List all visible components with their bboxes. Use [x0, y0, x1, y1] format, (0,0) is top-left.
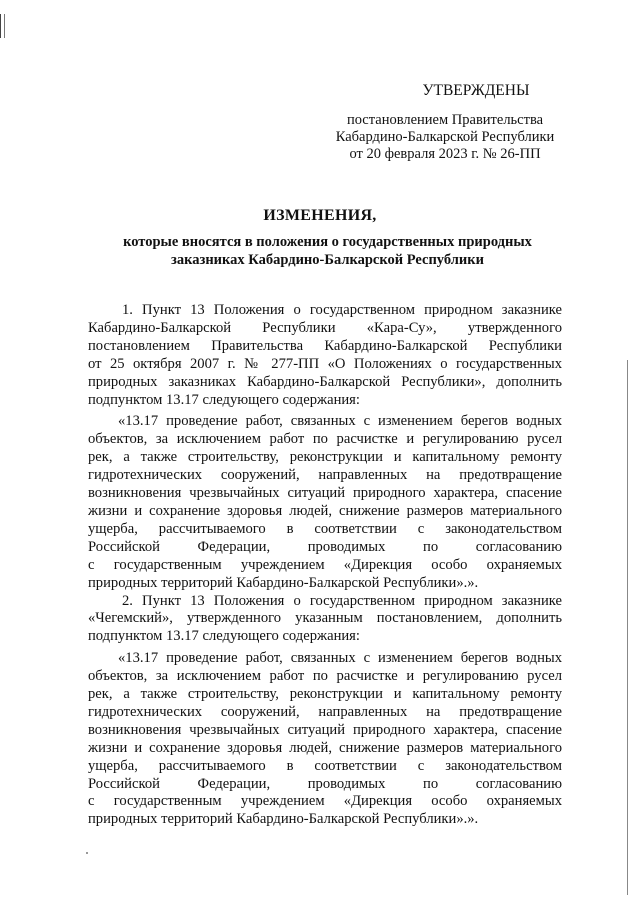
text-line: рек, а также строительству, реконструкции и капитальному ремонту [88, 449, 562, 466]
text-line: 1. Пункт 13 Положения о государственном природном заказнике [122, 302, 562, 318]
text-line: «13.17 проведение работ, связанных с изменением берегов водных [118, 413, 562, 430]
text-line: жизни и сохранение здоровья людей, снижение размеров материального [88, 502, 562, 519]
text-line: возникновения чрезвычайных ситуаций природного характера, спасение [88, 721, 562, 738]
text-line: Кабардино-Балкарской Республики «Кара-Су», утвержденного [88, 319, 562, 336]
text-line: природных заказниках Кабардино-Балкарской Республики», дополнить [88, 373, 562, 390]
text-line: «13.17 проведение работ, связанных с изменением берегов водных [118, 650, 562, 667]
subtitle-line: которые вносятся в положения о государственных природных [123, 234, 532, 250]
scan-dust-mark [86, 852, 88, 854]
paragraph-2 [88, 593, 562, 647]
approval-line: от 20 февраля 2023 г. № 26-ПП [349, 146, 541, 162]
text-line: подпунктом 13.17 следующего содержания: [88, 628, 360, 645]
text-line: природных территорий Кабардино-Балкарской Республики».». [88, 811, 479, 828]
text-line: ущерба, рассчитываемого в соответствии с законодательством [88, 757, 562, 774]
text-line: рек, а также строительству, реконструкции и капитальному ремонту [88, 686, 562, 703]
approval-heading: УТВЕРЖДЕНЫ [422, 82, 530, 99]
text-line: с государственным учреждением «Дирекция особо охраняемых [88, 556, 562, 573]
text-line: «Чегемский», утвержденного указанным постановлением, дополнить [88, 610, 562, 627]
text-line: 2. Пункт 13 Положения о государственном природном заказнике [122, 592, 562, 609]
document-title: ИЗМЕНЕНИЯ, [263, 207, 377, 224]
approval-block [300, 82, 590, 163]
text-line: ущерба, рассчитываемого в соответствии с законодательством [88, 520, 562, 537]
subtitle-line: заказниках Кабардино-Балкарской Республики [171, 252, 484, 268]
text-line: от 25 октября 2007 г. № 277-ПП «О Положениях о государственных [88, 355, 562, 372]
approval-line: постановлением Правительства [346, 112, 544, 128]
text-line: гидротехнических сооружений, направленных на предотвращение [88, 703, 562, 720]
text-line: подпунктом 13.17 следующего содержания: [88, 391, 360, 408]
text-line: природных территорий Кабардино-Балкарской Республики».». [88, 574, 479, 591]
text-line: с государственным учреждением «Дирекция особо охраняемых [88, 793, 562, 810]
scan-edge-line [627, 360, 628, 895]
paragraph-1-quote [88, 413, 562, 592]
text-line: Российской Федерации, проводимых по согласованию [88, 775, 562, 792]
text-line: возникновения чрезвычайных ситуаций природного характера, спасение [88, 485, 562, 502]
document-subtitle [100, 233, 555, 269]
paragraph-2-quote [88, 650, 562, 829]
document-body [88, 302, 562, 829]
text-line: постановлением Правительства Кабардино-Балкарской Республики [88, 337, 562, 354]
text-line: объектов, за исключением работ по расчистке и регулированию русел [88, 668, 562, 685]
paragraph-1 [88, 302, 562, 409]
text-line: Российской Федерации, проводимых по согласованию [88, 538, 562, 555]
text-line: гидротехнических сооружений, направленных на предотвращение [88, 467, 562, 484]
approval-line: Кабардино-Балкарской Республики [335, 129, 555, 145]
scan-edge-mark [0, 14, 5, 38]
text-line: жизни и сохранение здоровья людей, снижение размеров материального [88, 739, 562, 756]
text-line: объектов, за исключением работ по расчистке и регулированию русел [88, 431, 562, 448]
